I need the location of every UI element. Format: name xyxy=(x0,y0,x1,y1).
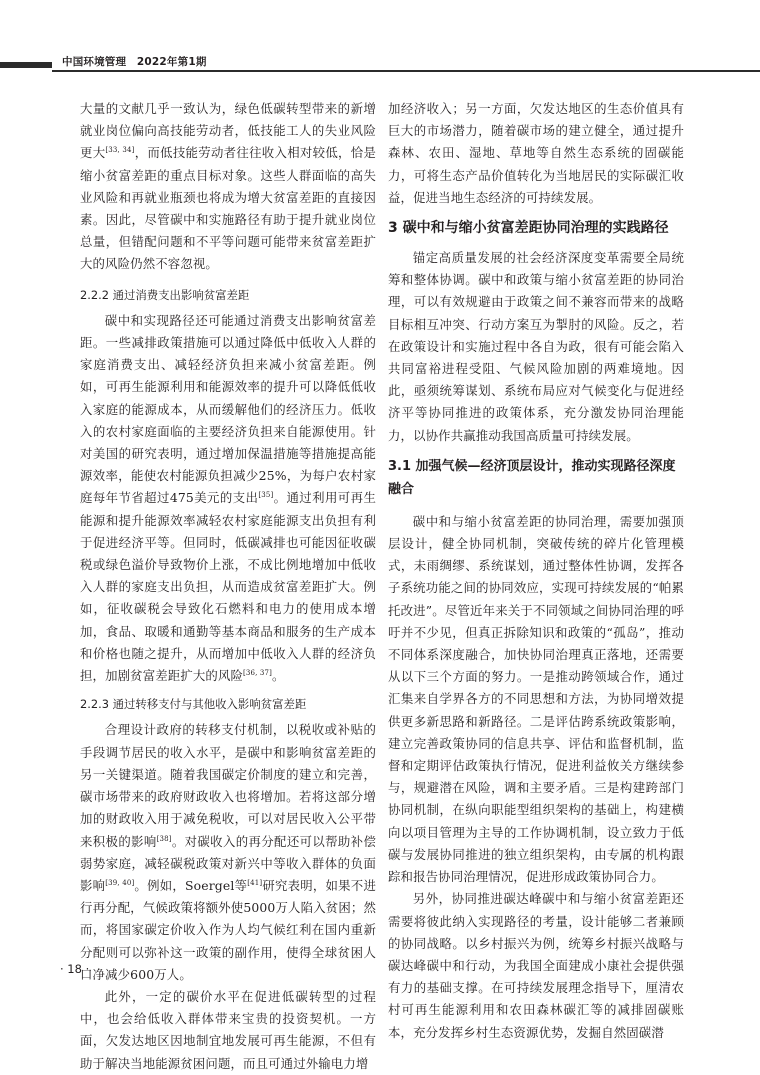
section-heading: 3 碳中和与缩小贫富差距协同治理的实践路径 xyxy=(388,220,669,237)
citation: [35] xyxy=(258,491,274,500)
paragraph: 加经济收入；另一方面，欠发达地区的生态价值具有巨大的市场潜力，随着碳市场的建立健全，通过提升森林、农田、湿地、草地等自然生态系统的固碳能力，可将生态产品价值转化为当地居民的实际碳汇收益，促进当地生态经济的可持续发展。 xyxy=(388,101,684,205)
paragraph: 碳中和与缩小贫富差距的协同治理，需要加强顶层设计，健全协同机制，突破传统的碎片化管理模式，未雨绸缪、系统谋划，通过整体性协调，发挥各子系统功能之间的协同效应，实现可持续发展的“帕累托改进”。尽管近年来关于不同领域之间协同治理的呼吁并不少见，但真正拆除知识和政策的“孤岛”，推动不同体系深度融合，加快协同治理真正落地，还需要从以下三个方面的努力。一是推动跨领域合作，通过汇集来自学界各方的不同思想和方法，为协同增效提供更多新思路和新路径。二是评估跨系统政策影响，建立完善政策协同的信息共享、评估和监督机制，监督和定期评估政策执行情况，促进利益攸关方继续参与，规避潜在风险，调和主要矛盾。三是构建跨部门协同机制，在纵向职能型组织架构的基础上，构建横向以项目管理为主导的工作协调机制，设立致力于低碳与发展协同推进的独立组织架构，由专属的机构跟踪和报告协同治理情况，促进形成政策协同合力。 xyxy=(388,513,684,885)
subsection-heading: 3.1 加强气候—经济顶层设计，推动实现路径深度融合 xyxy=(388,458,676,497)
paragraph: 锚定高质量发展的社会经济深度变革需要全局统筹和整体协调。碳中和政策与缩小贫富差距的协同治理，可以有效规避由于政策之间不兼容而带来的战略目标相互冲突、行动方案互为掣肘的风险。反之，若在政策设计和实施过程中各自为政，很有可能会陷入共同富裕进程受阻、气候风险加剧的两难境地。因此，亟须统筹谋划、系统布局应对气候变化与促进经济平等协同推进的政策体系，充分激发协同治理能力，以协作共赢推动我国高质量可持续发展。 xyxy=(388,250,684,443)
citation: [41] xyxy=(247,878,263,887)
right-column xyxy=(388,98,684,1044)
citation: [36, 37] xyxy=(243,668,272,677)
paragraph: 此外，一定的碳价水平在促进低碳转型的过程中，也会给低收入群体带来宝贵的投资契机。一方面，欠发达地区因地制宜地发展可再生能源，不但有助于解决当地能源贫困问题，而且可通过外输电力增 xyxy=(80,988,376,1071)
running-header xyxy=(0,54,760,74)
subsection-heading: 2.2.2 通过消费支出影响贫富差距 xyxy=(80,287,250,302)
journal-title: 中国环境管理 2022年第1期 xyxy=(62,56,207,68)
paragraph: 另外，协同推进碳达峰碳中和与缩小贫富差距还需要将彼此纳入实现路径的考量，设计能够二者兼顾的协同战略。以乡村振兴为例，统筹乡村振兴战略与碳达峰碳中和行动，为我国全面建成小康社会提供强有力的基础支撑。在可持续发展理念指导下，厘清农村可再生能源利用和农田森林碳汇等的减排固碳账本，充分发挥乡村生态资源优势，发掘自然固碳潜 xyxy=(388,891,684,1040)
paragraph: 大量的文献几乎一致认为，绿色低碳转型带来的新增就业岗位偏向高技能劳动者，低技能工人的失业风险更大[33, 34]，而低技能劳动者往往收入相对较低，恰是缩小贫富差距的重点目标对象。这些人群面临的高失业风险和再就业瓶颈也将成为增大贫富差距的直接因素。因此，尽管碳中和实施路径有助于提升就业岗位总量，但错配问题和不平等问题可能带来贫富差距扩大的风险仍然不容忽视。 xyxy=(80,101,376,272)
paragraph: 碳中和实现路径还可能通过消费支出影响贫富差距。一些减排政策措施可以通过降低中低收入人群的家庭消费支出、减轻经济负担来减小贫富差距。例如，可再生能源利用和能源效率的提升可以降低低收入家庭的能源成本，从而缓解他们的经济压力。低收入的农村家庭面临的主要经济负担来自能源使用。针对美国的研究表明，通过增加保温措施等措施提高能源效率，能使农村能源负担减少25%，为每户农村家庭每年节省超过475美元的支出[35]。通过利用可再生能源和提升能源效率减轻农村家庭能源支出负担有利于促进经济平等。但同时，低碳减排也可能因征收碳税或绿色溢价导致物价上涨，不成比例地增加中低收入人群的家庭支出负担，从而造成贫富差距扩大。例如，征收碳税会导致化石燃料和电力的使用成本增加，食品、取暖和通勤等基本商品和服务的生产成本和价格也随之提升，从而增加中低收入人群的经济负担，加剧贫富差距扩大的风险[36, 37]。 xyxy=(80,312,377,684)
left-column xyxy=(80,98,376,1075)
citation: [38] xyxy=(156,834,172,843)
citation: [39, 40] xyxy=(105,878,135,887)
header-bar xyxy=(0,62,52,68)
header-rule xyxy=(52,70,760,72)
page-number: · 18 · xyxy=(60,962,90,976)
paragraph: 合理设计政府的转移支付机制，以税收或补贴的手段调节居民的收入水平，是碳中和影响贫富差距的另一关键渠道。随着我国碳定价制度的建立和完善，碳市场带来的政府财政收入也将增加。若将这部分增加的财政收入用于减免税收，可以对居民收入公平带来积极的影响[38]。对碳收入的再分配还可以帮助补偿弱势家庭，减轻碳税政策对新兴中等收入群体的负面影响[39, 40]。例如，Soergel等[41]研究表明，如果不进行再分配，气候政策将额外使5000万人陷入贫困；然而，将国家碳定价收入作为人均气候红利在国内重新分配则可以弥补这一政策的副作用，使得全球贫困人口净减少600万人。 xyxy=(80,722,376,982)
subsection-heading: 2.2.3 通过转移支付与其他收入影响贫富差距 xyxy=(80,697,307,712)
citation: [33, 34] xyxy=(105,146,135,155)
